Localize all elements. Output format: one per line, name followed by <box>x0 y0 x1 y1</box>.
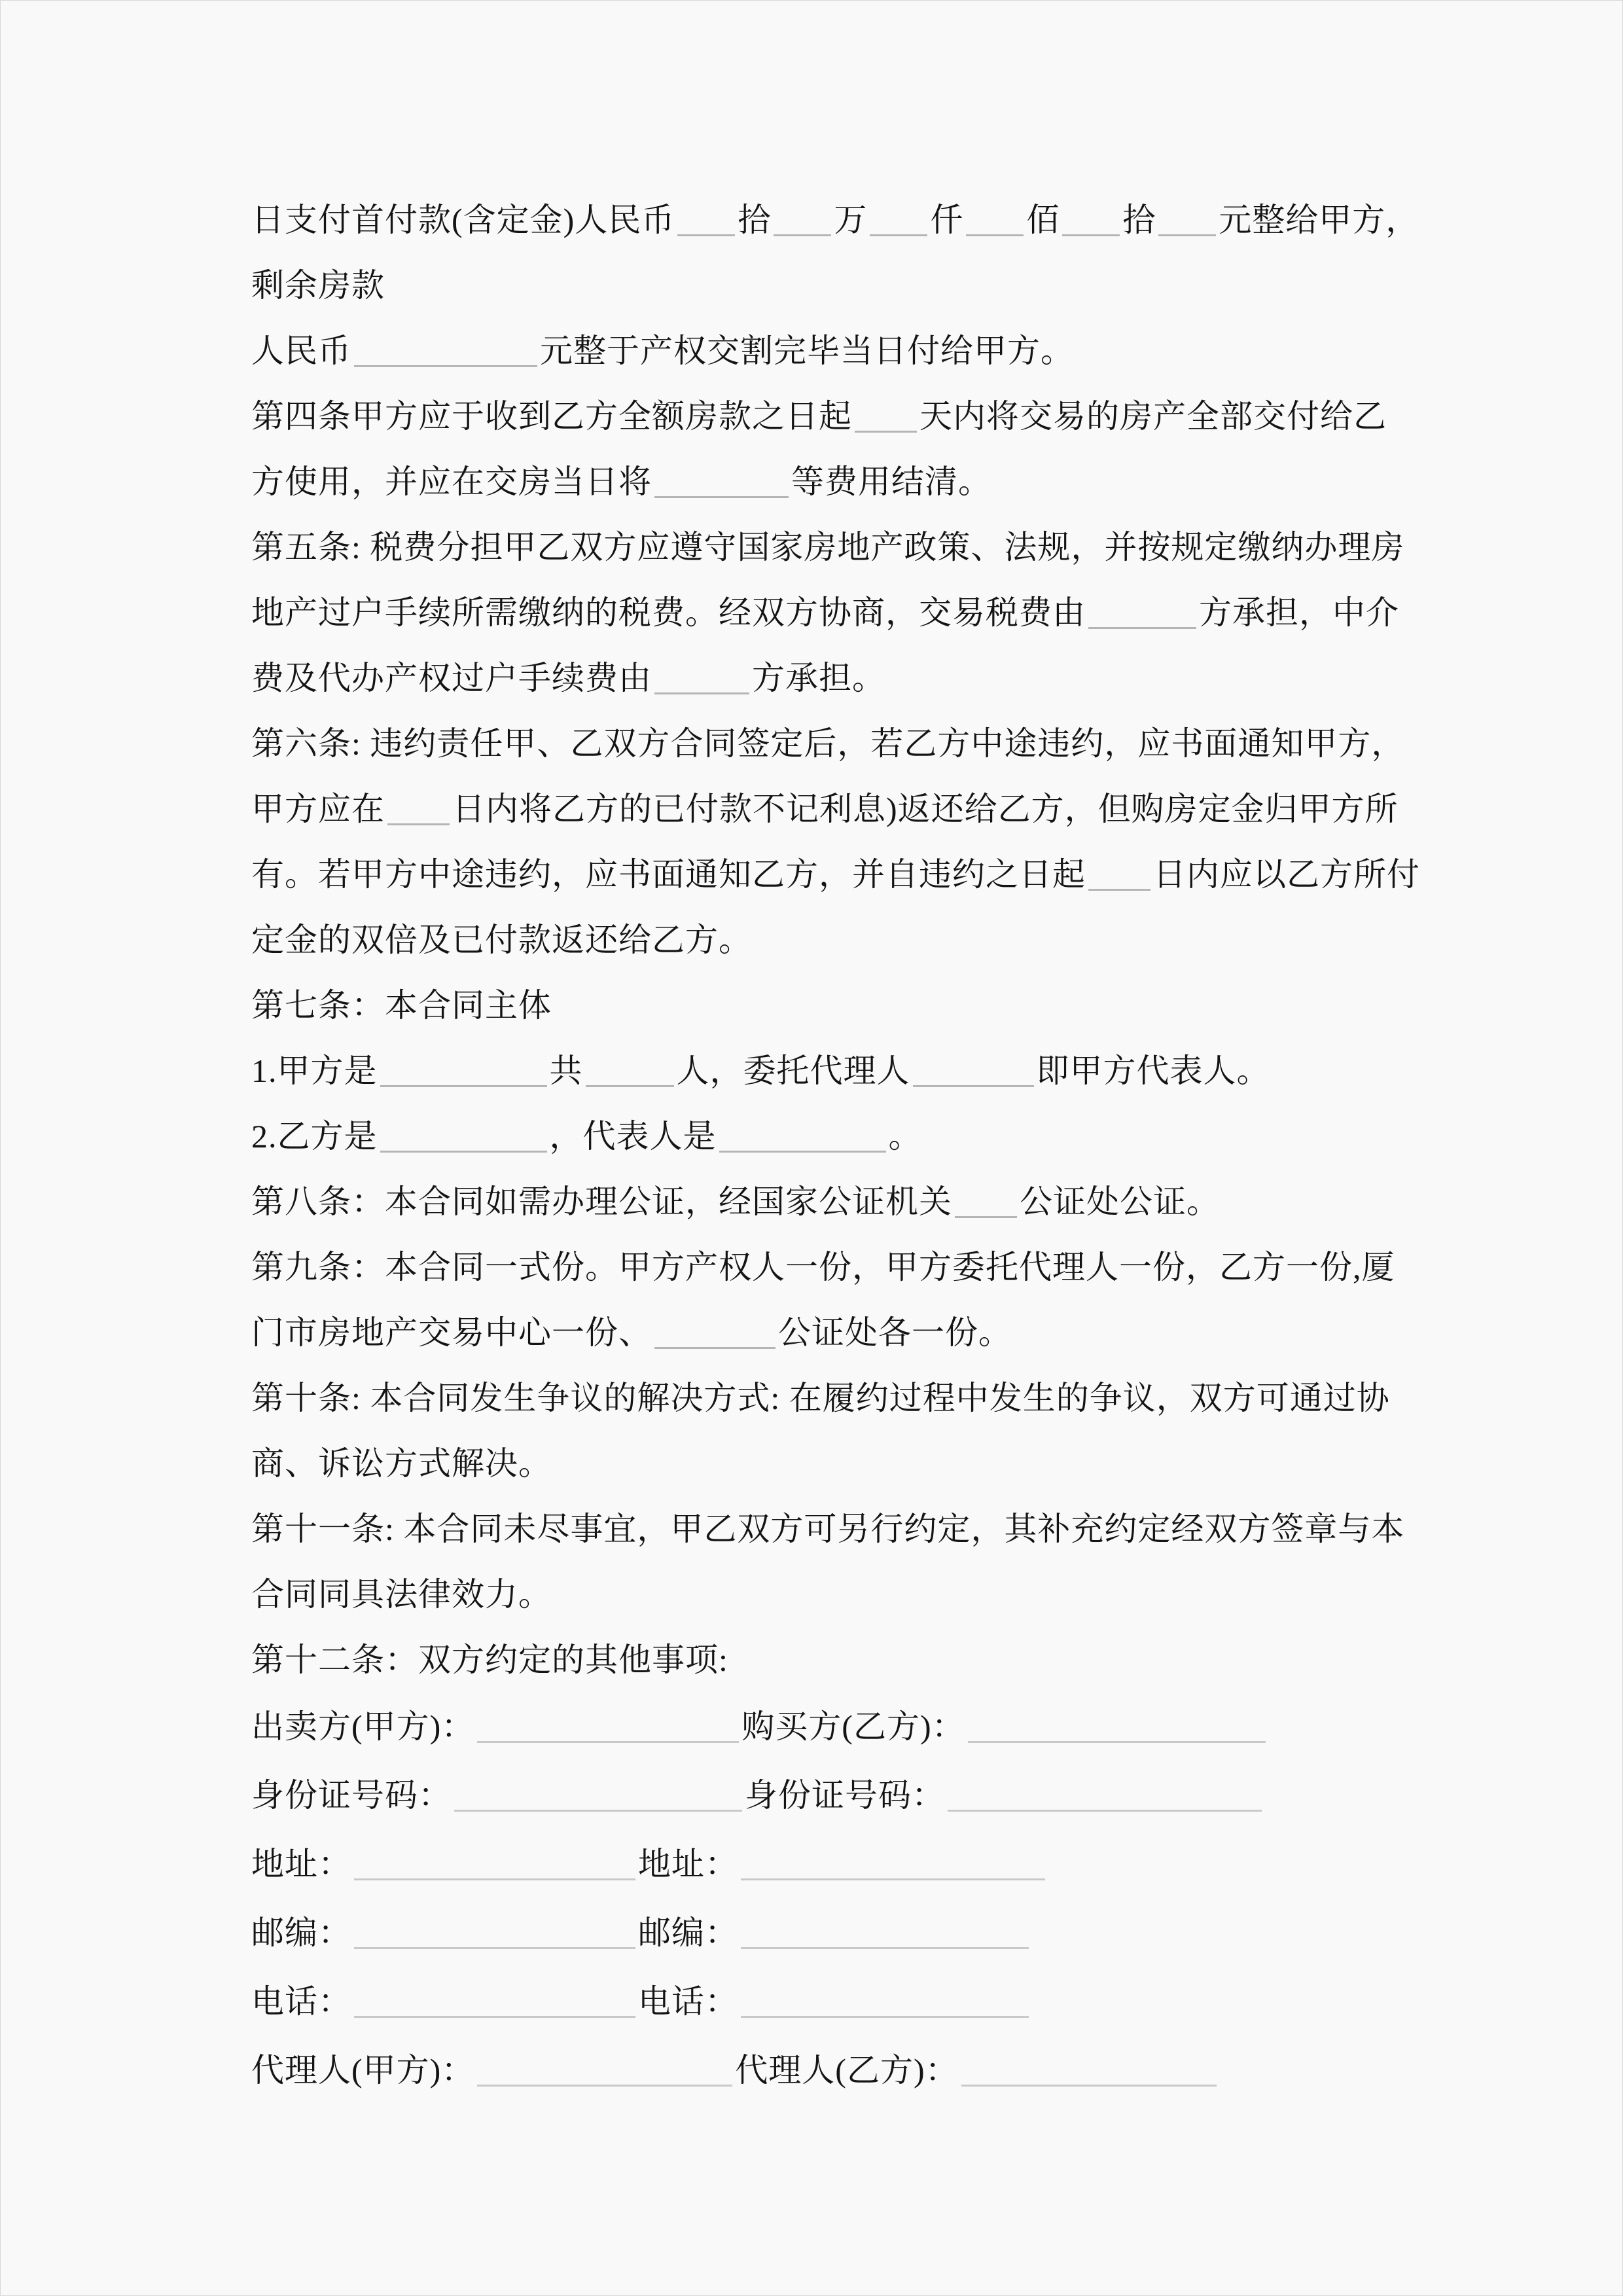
blank-fill-in-field <box>948 1810 1262 1812</box>
text-segment: 代理人(乙方)： <box>735 2052 959 2089</box>
blank-fill-in-field <box>354 2016 635 2018</box>
blank-fill-in-field <box>1088 889 1150 891</box>
contract-text-line <box>251 384 1387 449</box>
contract-text-line <box>251 1365 1390 1431</box>
contract-text-line <box>251 1496 1405 1562</box>
text-segment: 公证处公证。 <box>1020 1183 1220 1220</box>
blank-fill-in-field <box>968 1741 1266 1743</box>
blank-fill-in-field <box>654 692 749 694</box>
text-segment: 身份证号码： <box>745 1777 945 1814</box>
blank-fill-in-field <box>913 1085 1034 1087</box>
blank-fill-in-field <box>380 1151 547 1153</box>
text-segment: 佰 <box>1026 202 1060 238</box>
text-segment: 拾 <box>738 202 772 238</box>
text-segment: 天内将交易的房产全部交付给乙 <box>919 398 1387 435</box>
text-segment: 元整于产权交割完毕当日付给甲方。 <box>540 332 1074 369</box>
contract-text-line <box>251 187 1419 253</box>
blank-fill-in-field <box>719 1151 886 1153</box>
contract-text-line <box>251 580 1399 645</box>
blank-fill-in-field <box>354 1947 635 1949</box>
text-segment: 第十一条: 本合同未尽事宜，甲乙双方可另行约定，其补充约定经双方签章与本 <box>251 1511 1405 1547</box>
contract-text-line <box>251 776 1399 842</box>
text-segment: 甲方应在 <box>251 791 385 827</box>
contract-text-line <box>251 1627 1387 1693</box>
text-segment: 方使用，并应在交房当日将 <box>251 463 652 500</box>
text-segment: 剩余房款 <box>251 267 385 304</box>
text-segment: 地产过户手续所需缴纳的税费。经双方协商，交易税费由 <box>251 594 1086 631</box>
blank-fill-in-field <box>454 1810 742 1812</box>
contract-text-line <box>251 253 1387 318</box>
contract-text-line <box>251 1300 1387 1365</box>
text-segment: 有。若甲方中途违约，应书面通知乙方，并自违约之日起 <box>251 856 1086 893</box>
blank-fill-in-field <box>955 1216 1017 1218</box>
text-segment: 仟 <box>930 202 964 238</box>
text-segment: 费及代办产权过户手续费由 <box>251 660 652 696</box>
text-segment: 第十条: 本合同发生争议的解决方式: 在履约过程中发生的争议，双方可通过协 <box>251 1380 1390 1416</box>
text-segment: 定金的双倍及已付款返还给乙方。 <box>251 922 752 958</box>
text-segment: 方承担。 <box>752 660 885 696</box>
text-segment: 日内将乙方的已付款不记利息)返还给乙方，但购房定金归甲方所 <box>452 791 1399 827</box>
text-segment: 方承担，中介 <box>1199 594 1399 631</box>
blank-fill-in-field <box>354 365 537 367</box>
text-segment: 邮编： <box>251 1914 351 1951</box>
blank-fill-in-field <box>741 1947 1029 1949</box>
contract-text-line <box>251 907 1387 973</box>
text-segment: 日内应以乙方所付 <box>1153 856 1420 893</box>
text-segment: 第七条：本合同主体 <box>251 987 552 1024</box>
signature-line <box>251 1830 1387 1899</box>
signature-line <box>251 1693 1387 1761</box>
text-segment: 。 <box>888 1118 922 1155</box>
blank-fill-in-field <box>654 1347 776 1349</box>
text-segment: 第八条：本合同如需办理公证，经国家公证机关 <box>251 1183 952 1220</box>
contract-text-line <box>251 318 1387 384</box>
text-segment: 出卖方(甲方)： <box>251 1708 475 1745</box>
signature-line <box>251 1967 1387 2036</box>
text-segment: 合同同具法律效力。 <box>251 1576 552 1613</box>
text-segment: 共 <box>549 1052 583 1089</box>
text-segment: 等费用结清。 <box>791 463 991 500</box>
blank-fill-in-field <box>354 1878 635 1880</box>
blank-fill-in-field <box>1158 234 1216 236</box>
contract-text-line <box>251 449 1387 514</box>
contract-text-line <box>251 711 1405 776</box>
blank-fill-in-field <box>654 496 789 498</box>
text-segment: 元整给甲方， <box>1219 202 1419 238</box>
text-segment: 第六条: 违约责任甲、乙双方合同签定后，若乙方中途违约，应书面通知甲方， <box>251 725 1405 762</box>
text-segment: 日支付首付款(含定金)人民币 <box>251 202 675 238</box>
signature-line <box>251 1899 1387 1967</box>
blank-fill-in-field <box>741 1878 1045 1880</box>
text-segment: 第五条: 税费分担甲乙双方应遵守国家房地产政策、法规，并按规定缴纳办理房 <box>251 529 1405 565</box>
blank-fill-in-field <box>1088 627 1196 629</box>
text-segment: 万 <box>834 202 868 238</box>
blank-fill-in-field <box>774 234 831 236</box>
blank-fill-in-field <box>477 2085 732 2087</box>
text-segment: 电话： <box>638 1983 738 2020</box>
blank-fill-in-field <box>1062 234 1120 236</box>
blank-fill-in-field <box>870 234 927 236</box>
text-segment: 购买方(乙方)： <box>741 1708 965 1745</box>
text-segment: 公证处各一份。 <box>778 1314 1012 1351</box>
text-segment: 拾 <box>1122 202 1156 238</box>
text-segment: 即甲方代表人。 <box>1036 1052 1270 1089</box>
contract-text-line <box>251 1431 1387 1496</box>
blank-fill-in-field <box>586 1085 674 1087</box>
blank-fill-in-field <box>855 431 917 433</box>
signature-line <box>251 2036 1387 2105</box>
text-segment: 2.乙方是 <box>251 1118 378 1155</box>
text-segment: 地址： <box>638 1846 738 1882</box>
text-segment: 商、诉讼方式解决。 <box>251 1445 552 1482</box>
text-segment: ，代表人是 <box>549 1118 717 1155</box>
text-segment: 电话： <box>251 1983 351 2020</box>
text-segment: 第十二条：双方约定的其他事项: <box>251 1641 728 1678</box>
blank-fill-in-field <box>966 234 1024 236</box>
contract-text-block <box>251 187 1420 2105</box>
contract-text-line <box>251 842 1420 907</box>
blank-fill-in-field <box>387 823 450 825</box>
blank-fill-in-field <box>677 234 735 236</box>
text-segment: 门市房地产交易中心一份、 <box>251 1314 652 1351</box>
text-segment: 身份证号码： <box>251 1777 452 1814</box>
contract-text-line <box>251 1103 1387 1169</box>
text-segment: 人民币 <box>251 332 351 369</box>
contract-text-line <box>251 514 1405 580</box>
blank-fill-in-field <box>477 1741 739 1743</box>
text-segment: 邮编： <box>638 1914 738 1951</box>
text-segment: 第四条甲方应于收到乙方全额房款之日起 <box>251 398 852 435</box>
text-segment: 代理人(甲方)： <box>251 2052 475 2089</box>
blank-fill-in-field <box>380 1085 547 1087</box>
contract-text-line <box>251 1038 1387 1103</box>
blank-fill-in-field <box>741 2016 1029 2018</box>
contract-text-line <box>251 1234 1395 1300</box>
text-segment: 地址： <box>251 1846 351 1882</box>
text-segment: 第九条：本合同一式份。甲方产权人一份，甲方委托代理人一份，乙方一份,厦 <box>251 1249 1395 1285</box>
contract-text-line <box>251 1169 1387 1234</box>
text-segment: 人，委托代理人 <box>676 1052 910 1089</box>
blank-fill-in-field <box>961 2085 1217 2087</box>
text-segment: 1.甲方是 <box>251 1052 378 1089</box>
contract-text-line <box>251 973 1387 1038</box>
contract-text-line <box>251 645 1387 711</box>
signature-line <box>251 1761 1387 1830</box>
contract-text-line <box>251 1562 1387 1627</box>
